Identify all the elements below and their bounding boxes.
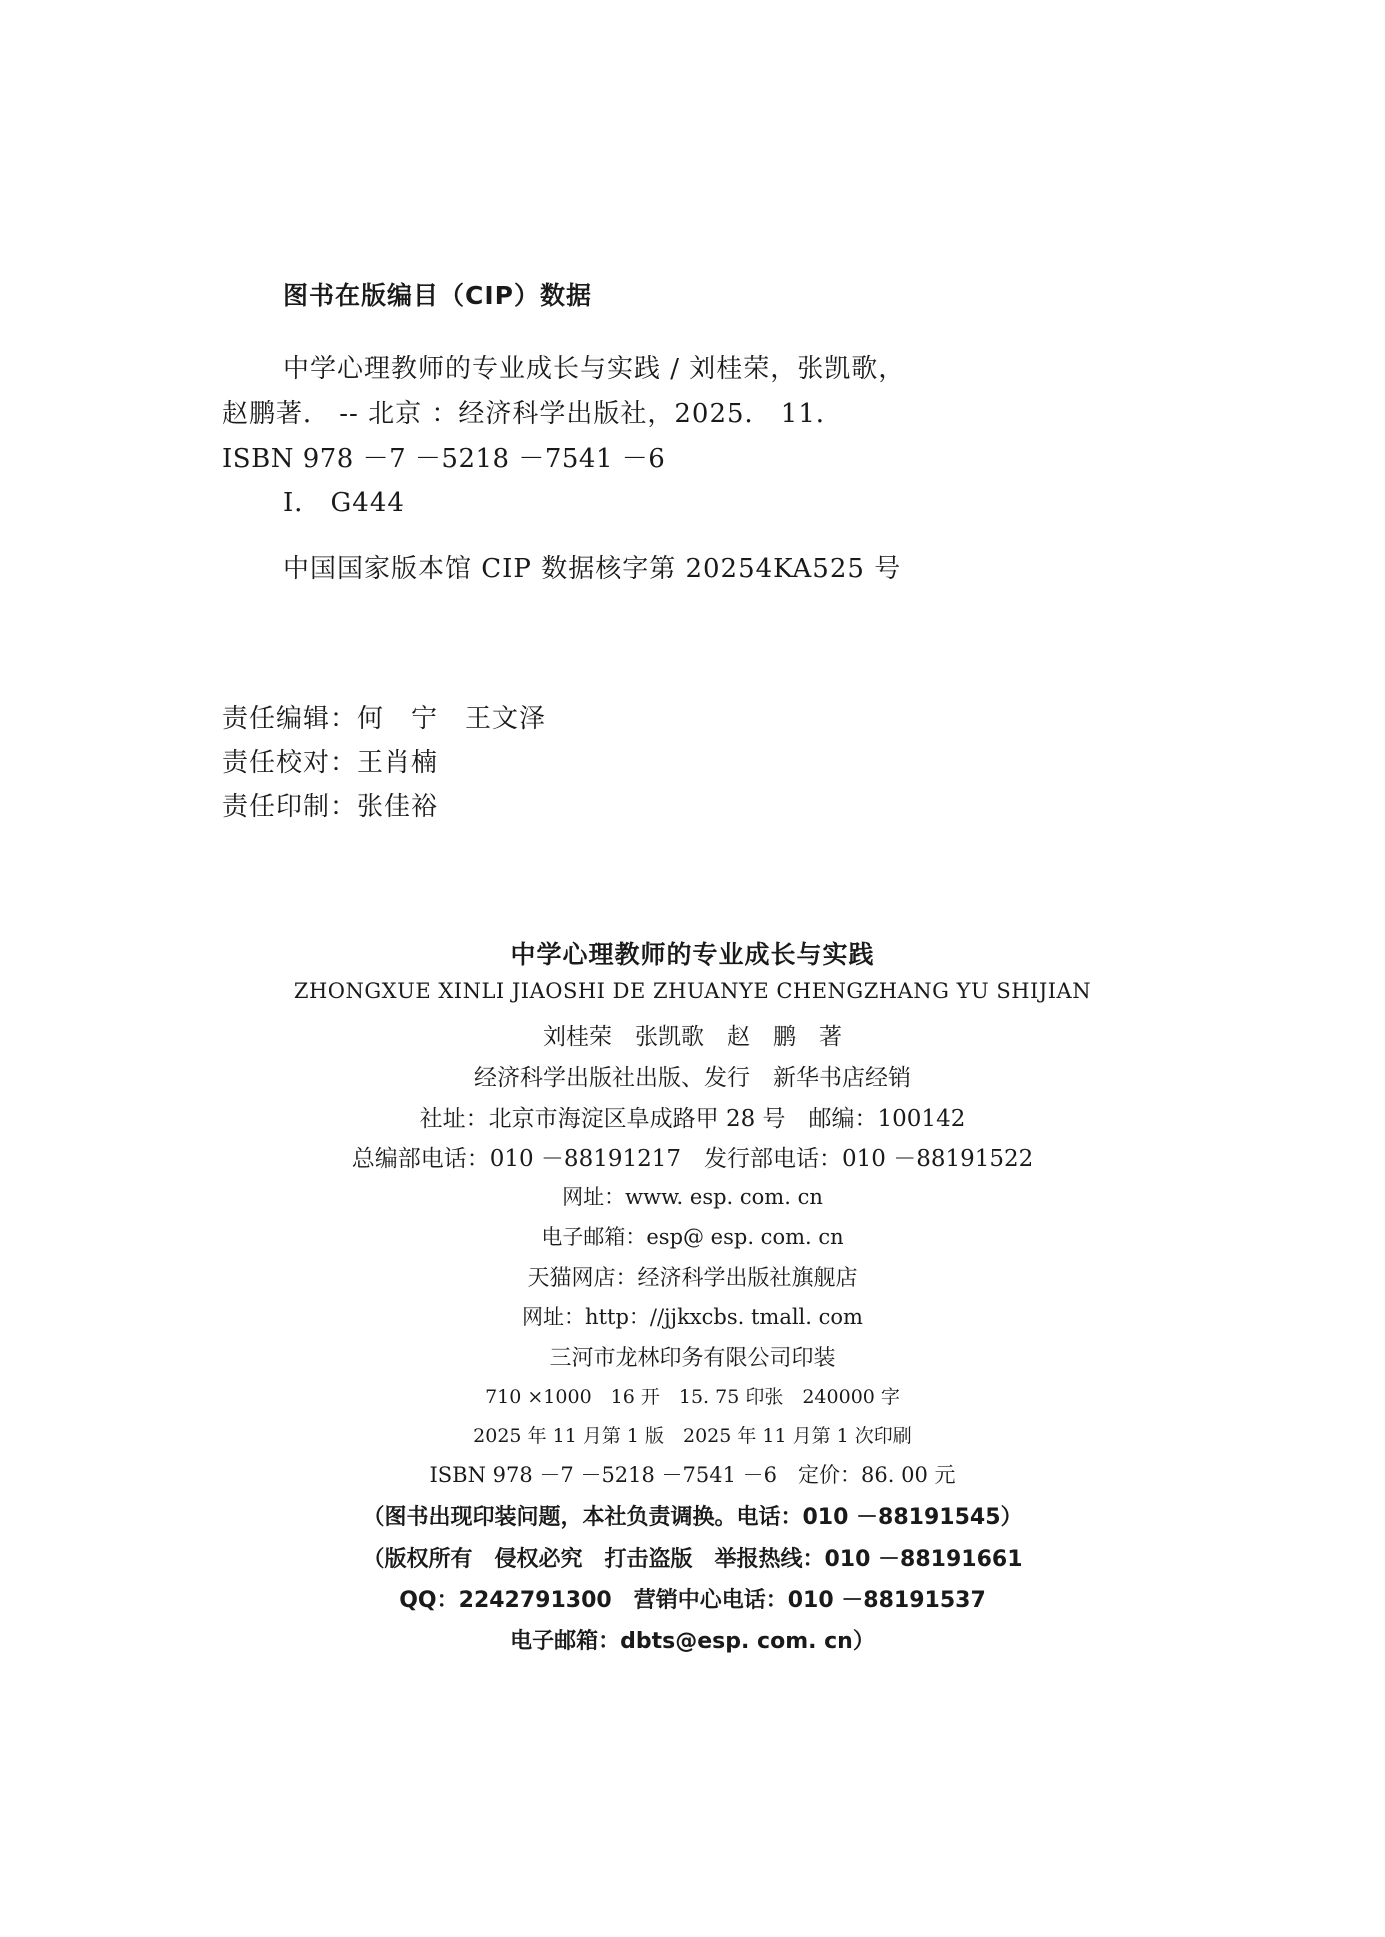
staff-role: 责任编辑： [222, 704, 358, 734]
book-title-pinyin: ZHONGXUE XINLI JIAOSHI DE ZHUANYE CHENGZHANG YU SHIJIAN [293, 979, 1092, 1003]
tmall-url-line: 网址：http：//jjkxcbs. tmall. com [522, 1305, 863, 1329]
staff-names: 何 宁 王文泽 [357, 704, 547, 734]
staff-names: 张佳裕 [357, 792, 439, 822]
isbn-price-line: ISBN 978 －7 －5218 －7541 －6 定价：86. 00 元 [429, 1463, 956, 1487]
cip-isbn-line: ISBN 978 －7 －5218 －7541 －6 [222, 444, 666, 474]
edition-line: 2025 年 11 月第 1 版 2025 年 11 月第 1 次印刷 [473, 1425, 912, 1447]
cip-classification-line: Ⅰ． G444 [283, 488, 405, 518]
staff-role: 责任校对： [222, 748, 358, 778]
staff-printing [222, 786, 438, 823]
cip-title-line: 中学心理教师的专业成长与实践 / 刘桂荣，张凯歌， [283, 354, 906, 384]
staff-proofreader [222, 742, 438, 779]
cip-record-number: 中国国家版本馆 CIP 数据核字第 20254KA525 号 [283, 554, 902, 584]
copyright-notice: （版权所有 侵权必究 打击盗版 举报热线：010 －88191661 [362, 1547, 1023, 1572]
staff-editor [222, 698, 546, 735]
website-line: 网址：www. esp. com. cn [562, 1185, 823, 1209]
format-line: 710 ×1000 16 开 15. 75 印张 240000 字 [485, 1386, 900, 1408]
contact-notice: QQ：2242791300 营销中心电话：010 －88191537 [399, 1588, 986, 1613]
email-line: 电子邮箱：esp@ esp. com. cn [541, 1225, 844, 1249]
staff-role: 责任印制： [222, 792, 358, 822]
phone-line: 总编部电话：010 －88191217 发行部电话：010 －88191522 [351, 1146, 1034, 1172]
print-issue-notice: （图书出现印装问题，本社负责调换。电话：010 －88191545） [362, 1505, 1023, 1530]
book-title: 中学心理教师的专业成长与实践 [510, 940, 875, 969]
book-authors: 刘桂荣 张凯歌 赵 鹏 著 [543, 1024, 842, 1050]
cip-publisher-line: 赵鹏著． -- 北京 ：经济科学出版社，2025． 11． [222, 399, 843, 429]
complaint-email-notice: 电子邮箱：dbts@esp. com. cn） [510, 1629, 875, 1654]
publisher-line: 经济科学出版社出版、发行 新华书店经销 [474, 1065, 911, 1091]
tmall-shop-line: 天猫网店：经济科学出版社旗舰店 [527, 1266, 858, 1291]
cip-heading: 图书在版编目（CIP）数据 [283, 281, 592, 310]
address-line: 社址：北京市海淀区阜成路甲 28 号 邮编：100142 [419, 1106, 966, 1132]
printer-line: 三河市龙林印务有限公司印装 [549, 1346, 836, 1371]
staff-names: 王肖楠 [357, 748, 439, 778]
